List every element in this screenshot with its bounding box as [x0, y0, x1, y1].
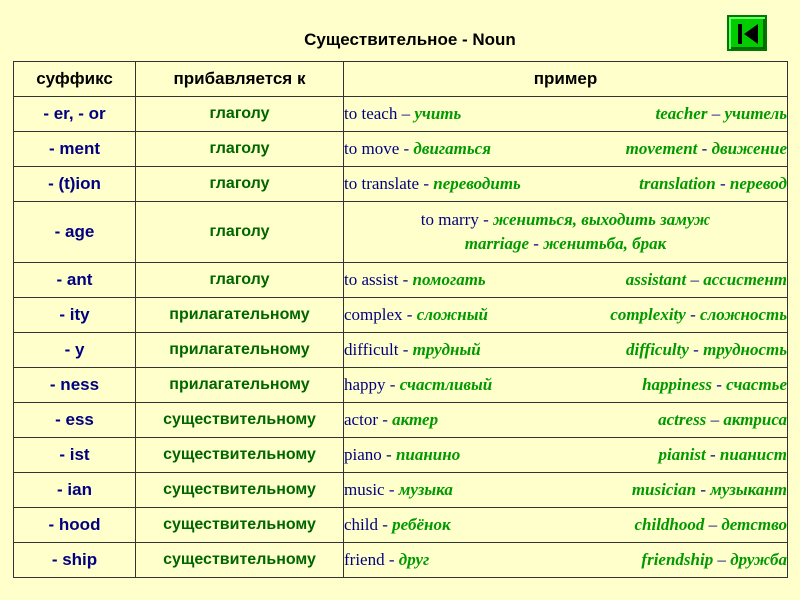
- derived-word-en: happiness: [642, 375, 712, 394]
- example-line: [344, 445, 787, 465]
- base-word-pair: [344, 375, 492, 395]
- derived-word-ru: ассистент: [703, 270, 787, 289]
- separator: –: [704, 515, 722, 534]
- table-header-row: [14, 62, 788, 97]
- table-row: [14, 403, 788, 438]
- table-row: [14, 333, 788, 368]
- table-row: [14, 298, 788, 333]
- derived-word-ru: детство: [721, 515, 787, 534]
- suffix-cell: - ity: [14, 298, 136, 333]
- separator: -: [399, 139, 414, 158]
- base-word-en: to move: [344, 139, 400, 158]
- noun-suffix-table: [13, 61, 788, 578]
- derived-word-ru: актриса: [723, 410, 787, 429]
- attached-to-cell: глаголу: [136, 167, 344, 202]
- base-word-en: to assist: [344, 270, 399, 289]
- separator: -: [378, 515, 393, 534]
- derived-word-pair: [465, 234, 666, 254]
- separator: –: [706, 410, 724, 429]
- example-line: [344, 210, 787, 254]
- separator: -: [685, 305, 700, 324]
- example-cell: [344, 403, 788, 438]
- base-word-ru: учить: [414, 104, 462, 123]
- base-word-en: actor: [344, 410, 378, 429]
- table-row: [14, 438, 788, 473]
- example-line: [344, 139, 787, 159]
- suffix-cell: - ship: [14, 543, 136, 578]
- example-line: [344, 550, 787, 570]
- base-word-ru: двигаться: [413, 139, 491, 158]
- example-cell: [344, 438, 788, 473]
- base-word-en: difficult: [344, 340, 399, 359]
- derived-word-pair: [659, 445, 788, 465]
- example-cell: [344, 167, 788, 202]
- base-word-ru: трудный: [412, 340, 481, 359]
- header-attached-to: прибавляется к: [136, 62, 344, 97]
- example-line: [344, 174, 787, 194]
- attached-to-cell: прилагательному: [136, 298, 344, 333]
- attached-to-cell: глаголу: [136, 202, 344, 263]
- separator: -: [529, 234, 544, 253]
- separator: -: [398, 270, 413, 289]
- base-word-pair: [344, 480, 453, 500]
- attached-to-cell: существительному: [136, 438, 344, 473]
- suffix-cell: - er, - or: [14, 97, 136, 132]
- attached-to-cell: глаголу: [136, 263, 344, 298]
- separator: –: [686, 270, 704, 289]
- attached-to-cell: существительному: [136, 473, 344, 508]
- derived-word-pair: [626, 340, 787, 360]
- derived-word-ru: счастье: [726, 375, 787, 394]
- suffix-cell: - ness: [14, 368, 136, 403]
- table-row: [14, 263, 788, 298]
- base-word-en: complex: [344, 305, 403, 324]
- separator: -: [715, 174, 730, 193]
- derived-word-pair: [634, 515, 787, 535]
- back-to-start-button[interactable]: [727, 15, 767, 51]
- base-word-ru: переводить: [433, 174, 521, 193]
- header-example: пример: [344, 62, 788, 97]
- base-word-pair: [344, 104, 461, 124]
- separator: -: [402, 305, 417, 324]
- attached-to-cell: прилагательному: [136, 333, 344, 368]
- separator: -: [384, 550, 399, 569]
- separator: -: [381, 445, 396, 464]
- back-to-start-icon: [737, 23, 759, 45]
- derived-word-pair: [632, 480, 787, 500]
- derived-word-pair: [610, 305, 787, 325]
- separator: -: [419, 174, 434, 193]
- example-cell: [344, 508, 788, 543]
- base-word-pair: [344, 445, 460, 465]
- derived-word-pair: [656, 104, 787, 124]
- derived-word-pair: [658, 410, 787, 430]
- separator: -: [384, 480, 399, 499]
- example-line: [344, 270, 787, 290]
- separator: -: [478, 210, 494, 229]
- example-line: [344, 410, 787, 430]
- example-cell: [344, 368, 788, 403]
- derived-word-ru: дружба: [730, 550, 787, 569]
- derived-word-en: childhood: [634, 515, 705, 534]
- derived-word-ru: музыкант: [710, 480, 787, 499]
- attached-to-cell: глаголу: [136, 97, 344, 132]
- table-row: [14, 473, 788, 508]
- derived-word-en: teacher: [655, 104, 708, 123]
- derived-word-pair: [639, 174, 787, 194]
- derived-word-ru: перевод: [729, 174, 787, 193]
- attached-to-cell: существительному: [136, 508, 344, 543]
- suffix-cell: - ist: [14, 438, 136, 473]
- derived-word-pair: [626, 139, 787, 159]
- example-line: [344, 375, 787, 395]
- derived-word-en: complexity: [610, 305, 686, 324]
- base-word-ru: друг: [398, 550, 430, 569]
- example-line: [344, 515, 787, 535]
- derived-word-en: movement: [625, 139, 698, 158]
- base-word-pair: [421, 210, 710, 230]
- table-row: [14, 97, 788, 132]
- table-row: [14, 508, 788, 543]
- suffix-cell: - ian: [14, 473, 136, 508]
- derived-word-ru: учитель: [724, 104, 787, 123]
- base-word-en: child: [344, 515, 378, 534]
- base-word-pair: [344, 174, 521, 194]
- derived-word-en: marriage: [464, 234, 530, 253]
- table-row: [14, 167, 788, 202]
- table-row: [14, 543, 788, 578]
- base-word-en: friend: [344, 550, 385, 569]
- base-word-en: happy: [344, 375, 386, 394]
- base-word-ru: пианино: [395, 445, 461, 464]
- derived-word-en: pianist: [658, 445, 706, 464]
- base-word-en: to marry: [420, 210, 479, 229]
- attached-to-cell: существительному: [136, 543, 344, 578]
- derived-word-en: difficulty: [625, 340, 689, 359]
- table-row: [14, 368, 788, 403]
- base-word-ru: ребёнок: [392, 515, 451, 534]
- separator: –: [707, 104, 725, 123]
- example-cell: [344, 298, 788, 333]
- derived-word-en: friendship: [641, 550, 714, 569]
- separator: –: [713, 550, 731, 569]
- example-cell: [344, 263, 788, 298]
- separator: -: [377, 410, 393, 429]
- separator: -: [697, 139, 712, 158]
- suffix-cell: - ment: [14, 132, 136, 167]
- suffix-cell: - (t)ion: [14, 167, 136, 202]
- base-word-ru: жениться, выходить замуж: [493, 210, 711, 229]
- example-cell: [344, 543, 788, 578]
- base-word-en: to translate: [344, 174, 420, 193]
- example-line: [344, 305, 787, 325]
- derived-word-ru: женитьба, брак: [543, 234, 667, 253]
- attached-to-cell: прилагательному: [136, 368, 344, 403]
- table-row: [14, 132, 788, 167]
- derived-word-ru: сложность: [699, 305, 787, 324]
- derived-word-ru: трудность: [703, 340, 787, 359]
- separator: -: [385, 375, 400, 394]
- derived-word-ru: движение: [711, 139, 787, 158]
- base-word-ru: музыка: [398, 480, 453, 499]
- example-line: [344, 480, 787, 500]
- base-word-ru: актер: [392, 410, 439, 429]
- derived-word-pair: [626, 270, 787, 290]
- derived-word-ru: пианист: [719, 445, 787, 464]
- separator: -: [712, 375, 727, 394]
- base-word-en: piano: [344, 445, 382, 464]
- table-row: [14, 202, 788, 263]
- header-suffix: суффикс: [14, 62, 136, 97]
- separator: -: [696, 480, 711, 499]
- example-line: [344, 104, 787, 124]
- derived-word-en: assistant: [625, 270, 687, 289]
- attached-to-cell: глаголу: [136, 132, 344, 167]
- example-cell: [344, 473, 788, 508]
- separator: –: [397, 104, 415, 123]
- derived-word-pair: [641, 550, 787, 570]
- example-cell: [344, 132, 788, 167]
- base-word-pair: [344, 270, 486, 290]
- separator: -: [398, 340, 413, 359]
- page-title: Существительное - Noun: [304, 30, 516, 49]
- separator: -: [705, 445, 720, 464]
- example-cell: [344, 333, 788, 368]
- separator: -: [688, 340, 704, 359]
- base-word-ru: счастливый: [399, 375, 493, 394]
- suffix-cell: - hood: [14, 508, 136, 543]
- attached-to-cell: существительному: [136, 403, 344, 438]
- derived-word-en: musician: [631, 480, 697, 499]
- suffix-cell: - ant: [14, 263, 136, 298]
- suffix-cell: - age: [14, 202, 136, 263]
- base-word-ru: сложный: [416, 305, 488, 324]
- derived-word-pair: [642, 375, 787, 395]
- base-word-pair: [344, 550, 429, 570]
- suffix-cell: - y: [14, 333, 136, 368]
- base-word-pair: [344, 139, 491, 159]
- example-cell: [344, 97, 788, 132]
- base-word-en: music: [344, 480, 385, 499]
- base-word-pair: [344, 515, 451, 535]
- base-word-ru: помогать: [412, 270, 486, 289]
- example-cell: [344, 202, 788, 263]
- base-word-pair: [344, 340, 481, 360]
- derived-word-en: actress: [658, 410, 707, 429]
- base-word-pair: [344, 305, 488, 325]
- base-word-en: to teach: [344, 104, 398, 123]
- suffix-cell: - ess: [14, 403, 136, 438]
- base-word-pair: [344, 410, 438, 430]
- example-line: [344, 340, 787, 360]
- derived-word-en: translation: [639, 174, 716, 193]
